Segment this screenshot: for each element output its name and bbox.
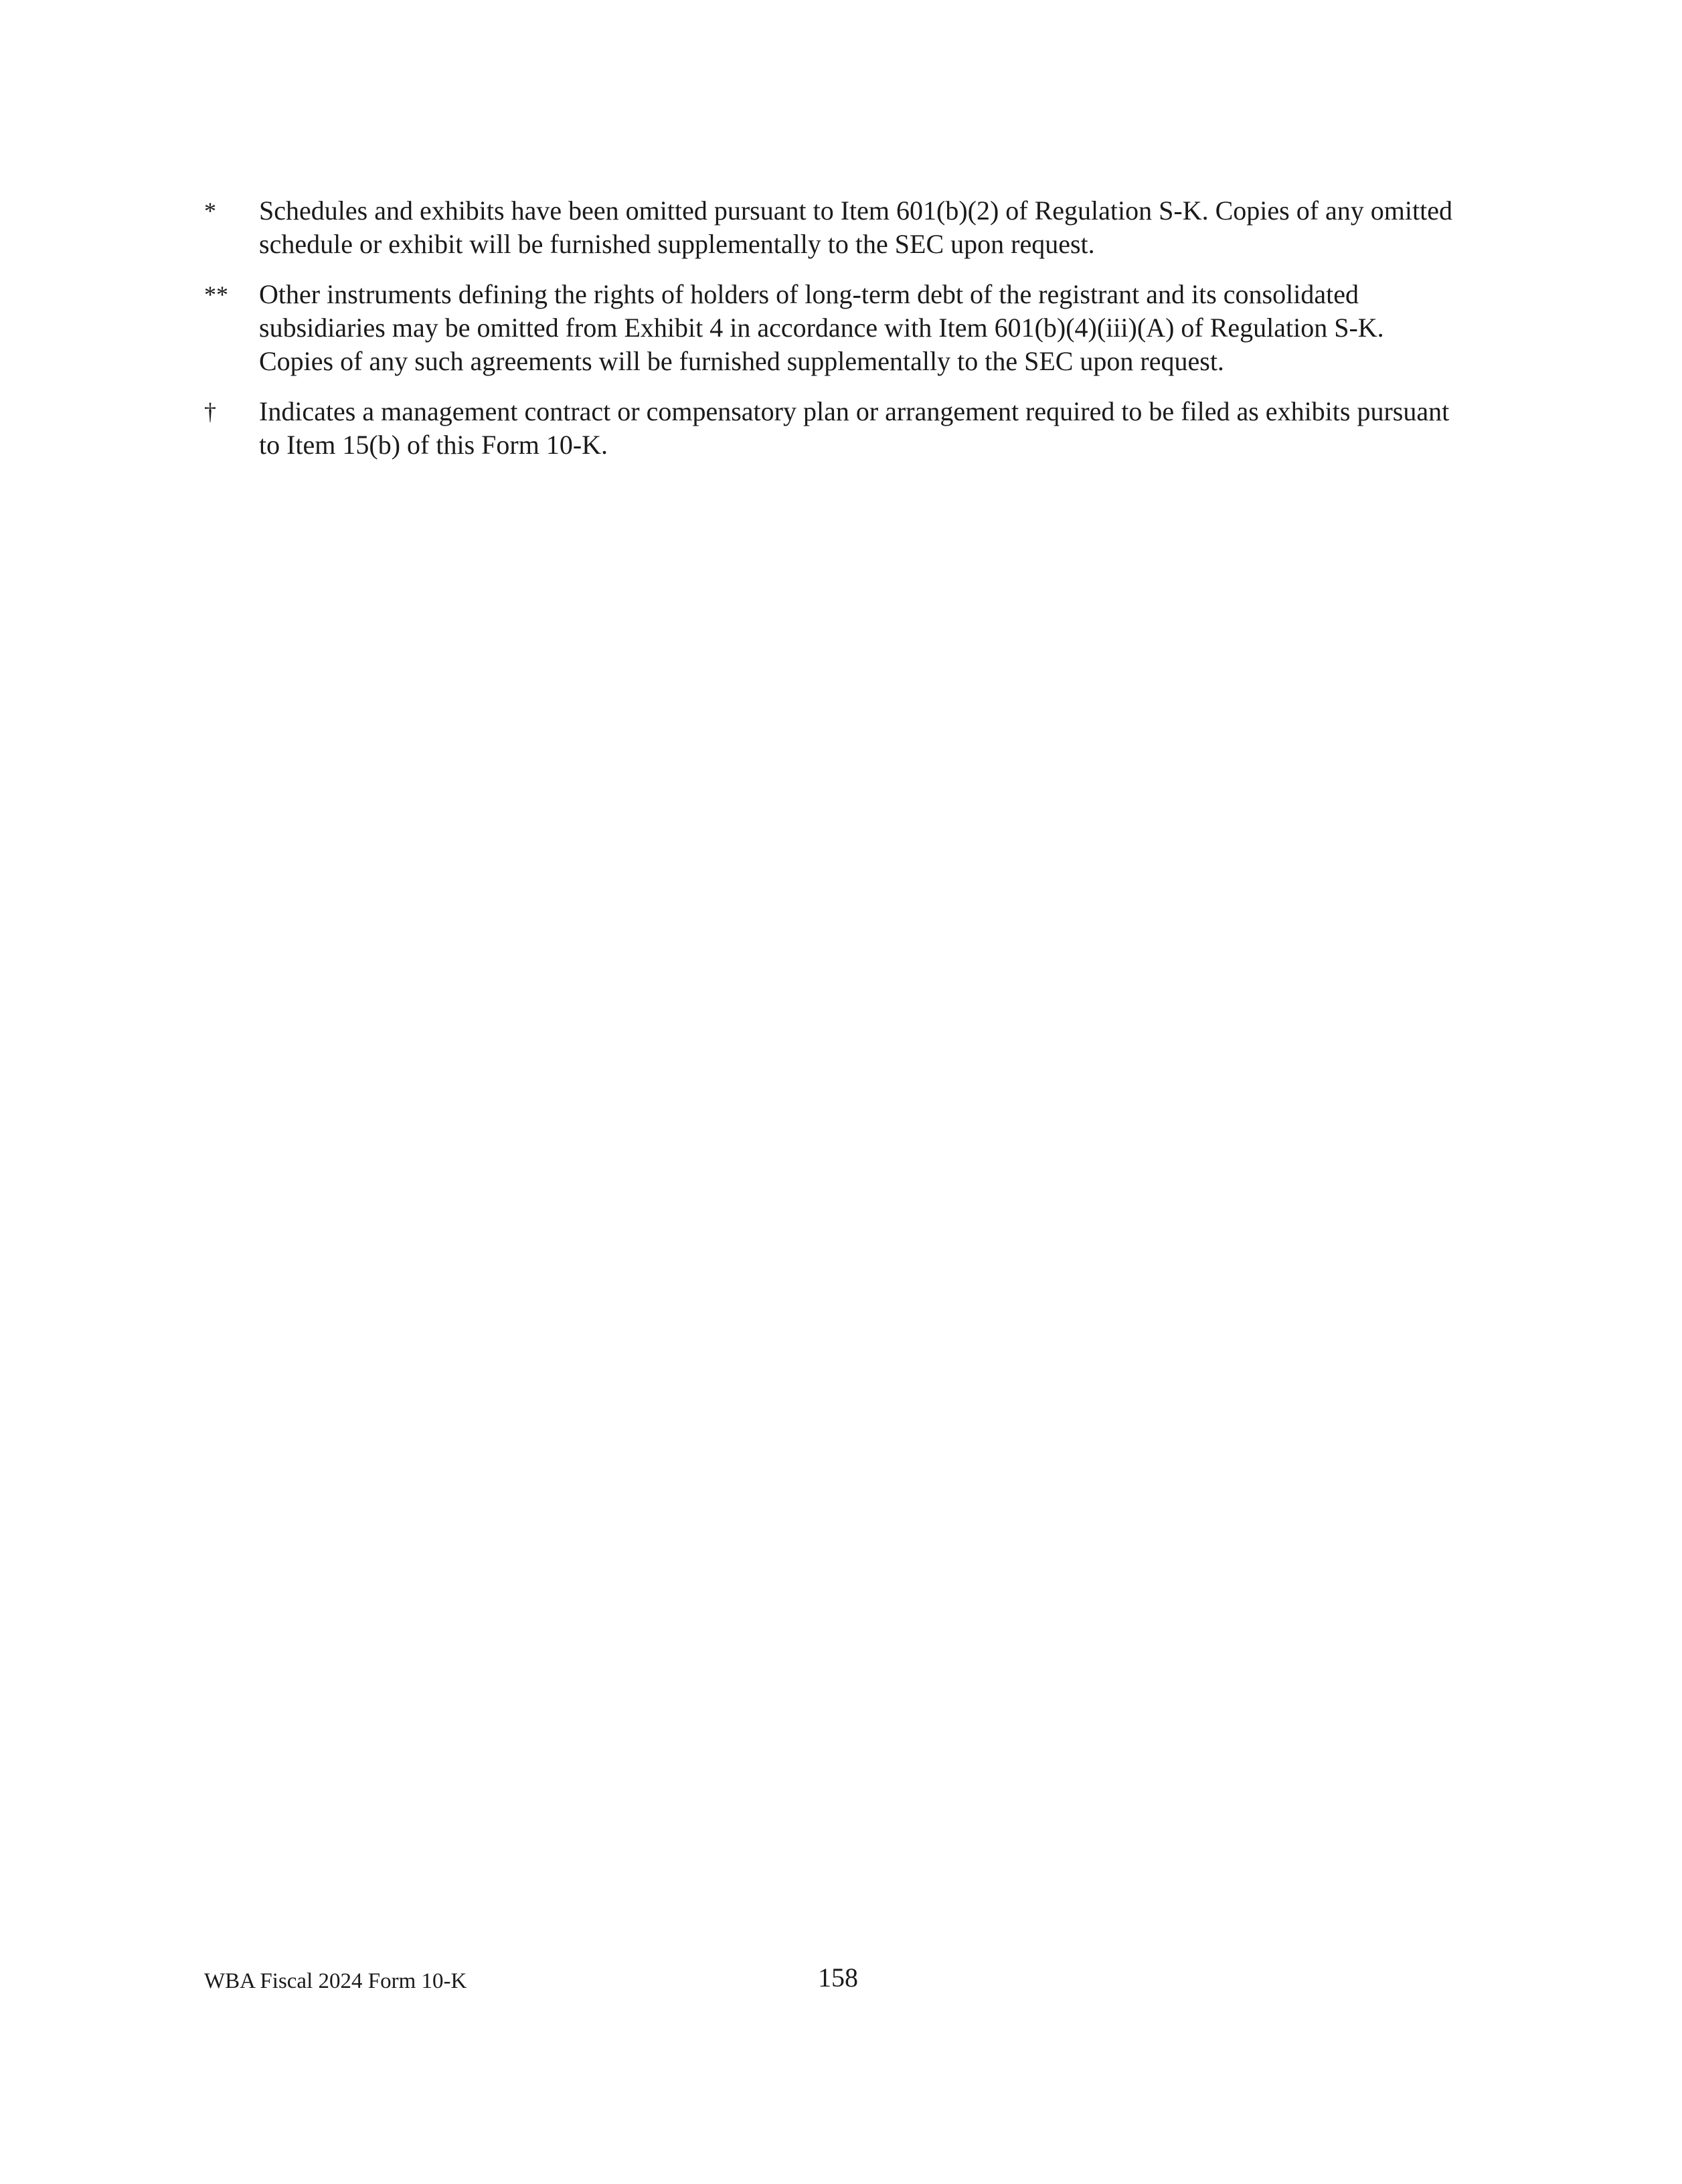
footnote-text: Schedules and exhibits have been omitted pursuant to Item 601(b)(2) of Regulation S-K. Copies of any omitted schedule or exhibit will be furnished supplementally to the SEC upon request.	[259, 195, 1452, 259]
footnote-marker: †	[204, 398, 216, 425]
footnote-marker: **	[204, 281, 228, 308]
footnote-marker: *	[204, 197, 216, 224]
footnote-text: Indicates a management contract or compensatory plan or arrangement required to be filed as exhibits pursuant to Item 15(b) of this Form 10-K.	[259, 396, 1450, 460]
footnote-text: Other instruments defining the rights of holders of long-term debt of the registrant and its consolidated subsidiaries may be omitted from Exhibit 4 in accordance with Item 601(b)(4)(iii)(A) of Regulation S-K. Copies of any such agreements will be furnished supplementally to the SEC upon request.	[259, 279, 1384, 376]
page-number: 158	[818, 1962, 858, 1993]
footnotes-list	[204, 194, 1462, 479]
footnote-item	[204, 278, 1462, 378]
footnote-item	[204, 194, 1462, 261]
footnote-item	[204, 395, 1462, 462]
footer-document-label: WBA Fiscal 2024 Form 10-K	[204, 1969, 467, 1993]
